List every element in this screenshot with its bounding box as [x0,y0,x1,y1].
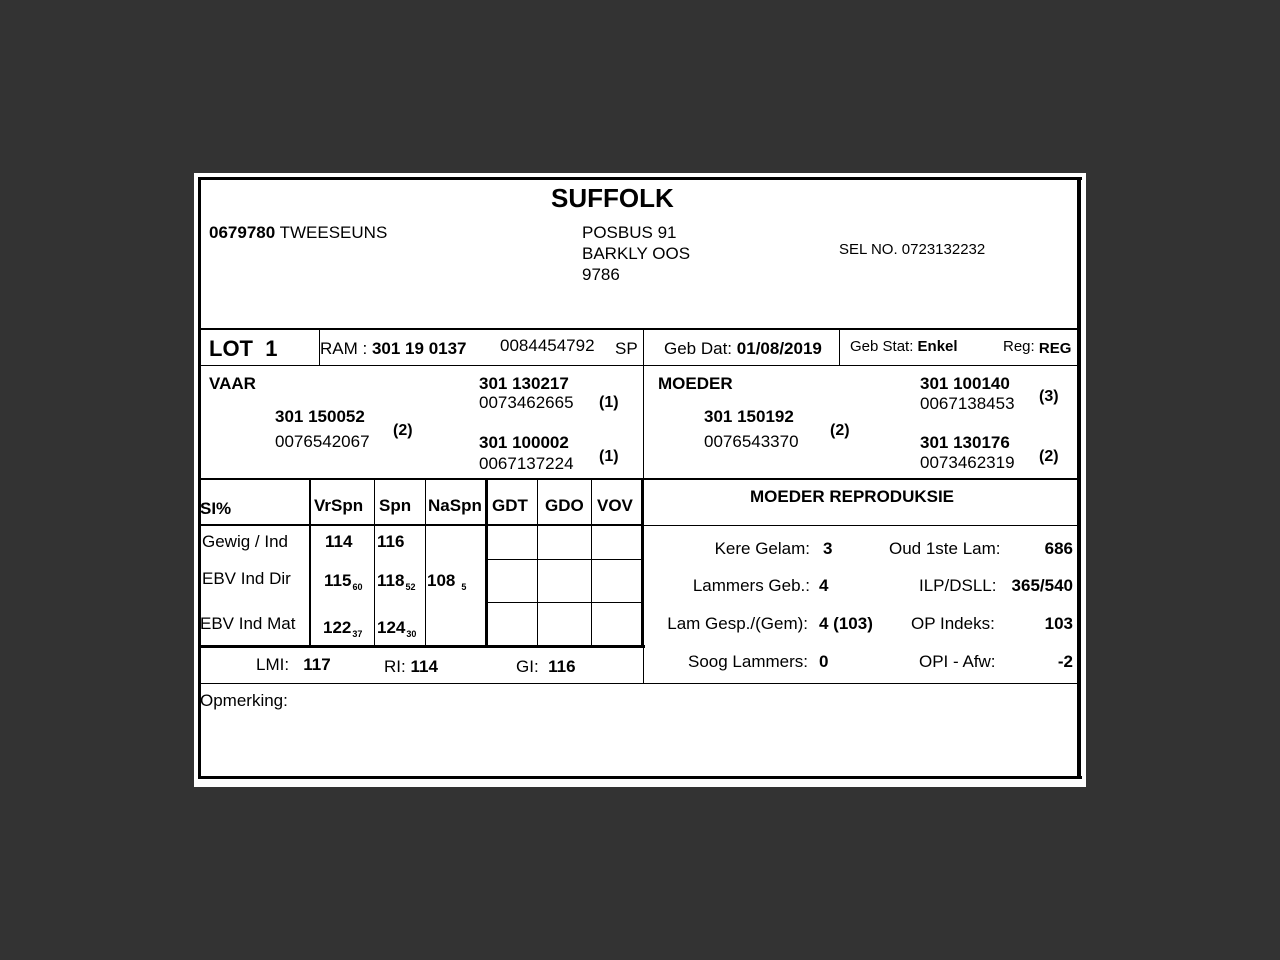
sire-sire-no: 0073462665 [479,393,574,412]
repro-right-label-4: OPI - Afw: [919,652,996,671]
ram-info [320,339,467,359]
address-line-1: POSBUS 91 [582,223,677,242]
ebv-mat-vrspn-value: 122 [323,618,352,637]
divider-lot-row [200,365,1078,366]
repro-right-value-3: 103 [1044,614,1073,633]
registration-label: Reg: [1003,338,1035,355]
ebv-dir-spn [377,571,415,591]
divider-v-stat [839,330,840,365]
ebv-mat-vrspn-acc: 37 [352,629,363,639]
repro-left-label-1: Kere Gelam: [714,539,810,558]
grid-left-v [309,480,311,645]
sire-no: 0076542067 [275,432,370,451]
sale-lot-card [194,173,1086,787]
grid-right-v [641,480,644,648]
owner [209,223,387,243]
sire-dam-count: (1) [599,448,619,465]
ebv-mat-naspn [428,618,429,638]
dam-dam-no: 0073462319 [920,453,1015,472]
dam-sire-no: 0067138453 [920,394,1015,413]
grid-col-gdt [485,480,488,645]
phone-number: SEL NO. 0723132232 [839,241,986,258]
sire-sire-id: 301 130217 [479,374,569,393]
ebv-mat-spn-acc: 30 [406,629,417,639]
repro-right-label-1: Oud 1ste Lam: [889,539,1001,558]
registration-value: REG [1038,340,1072,357]
repro-right-value-1: 686 [1044,539,1073,558]
repro-left-value-3: 4 (103) [819,614,873,633]
address-line-2: BARKLY OOS [582,244,691,263]
dam-sire-count: (3) [1039,388,1059,405]
ebv-dir-naspn-value: 108 [427,571,456,590]
birth-status-label: Geb Stat: [850,338,914,355]
ebv-dir-vrspn-value: 115 [324,571,352,590]
ebv-dir-spn-value: 118 [377,571,405,590]
sire-sire-count: (1) [599,394,619,411]
repro-left-value-2: 4 [819,576,829,595]
header-vrspn: VrSpn [314,496,364,515]
row-label-ebv-dir: EBV Ind Dir [202,569,291,588]
grid-row-1 [200,524,644,526]
ebv-dir-spn-acc: 52 [405,582,416,592]
birth-date-value: 01/08/2019 [736,339,822,358]
row-label-ebv-mat: EBV Ind Mat [200,614,296,633]
repro-right-value-4: -2 [1057,652,1073,671]
ebv-mat-spn-value: 124 [377,618,406,637]
ebv-dir-naspn-acc: 5 [461,582,467,592]
birth-status [850,338,958,355]
divider-repro-title [643,525,1078,526]
ram-label: RAM : [320,339,368,358]
dam-no: 0076543370 [704,432,799,451]
divider-indices [200,645,645,648]
header-si: SI% [200,499,232,518]
weight-spn [377,532,405,552]
repro-right-label-3: OP Indeks: [911,614,995,633]
breed-title: SUFFOLK [551,183,674,213]
weight-vrspn [325,532,353,552]
grid-col-spn [374,480,375,645]
row-label-weight: Gewig / Ind [202,532,288,551]
ebv-dir-naspn [427,571,466,591]
ebv-dir-vrspn [324,571,362,591]
ram-code: SP [615,339,638,358]
header-naspn: NaSpn [428,496,482,515]
ebv-mat-vrspn [323,618,362,638]
header-spn: Spn [379,496,412,515]
grid-col-naspn [425,480,426,645]
ram-reg-no: 0084454792 [500,336,595,355]
lmi-label: LMI: [256,655,290,674]
repro-left-value-1: 3 [823,539,833,558]
sire-dam-no: 0067137224 [479,454,574,473]
dam-dam-id: 301 130176 [920,433,1010,452]
ri-index [384,657,438,677]
divider-remarks [200,683,1078,684]
weight-vrspn-value: 114 [325,532,353,551]
birth-status-value: Enkel [917,338,958,355]
dam-sire-id: 301 100140 [920,374,1010,393]
dam-dam-count: (2) [1039,448,1059,465]
grid-row-2-right [486,559,643,560]
owner-name: TWEESEUNS [279,223,388,242]
sire-id: 301 150052 [275,407,365,426]
repro-left-label-2: Lammers Geb.: [692,576,810,595]
header-vov: VOV [597,496,633,515]
divider-header [200,328,1078,330]
remarks-label: Opmerking: [200,691,288,710]
repro-left-label-4: Soog Lammers: [688,652,808,671]
gi-value: 116 [548,657,576,676]
sire-count: (2) [393,422,413,439]
ebv-dir-vrspn-acc: 60 [352,582,363,592]
ram-id: 301 19 0137 [371,339,467,358]
repro-right-value-2: 365/540 [1011,576,1073,595]
ebv-mat-spn [377,618,416,638]
border-top [198,177,1082,180]
header-gdt: GDT [492,496,528,515]
birth-date [664,339,822,359]
grid-row-3-right [486,602,643,603]
birth-date-label: Geb Dat: [664,339,733,358]
dam-count: (2) [830,422,850,439]
repro-left-value-4: 0 [819,652,829,671]
lot-label: LOT [209,336,253,361]
gi-index [516,657,576,677]
grid-col-vov [591,480,592,645]
divider-pedigree [200,478,1078,480]
gi-label: GI: [516,657,539,676]
sire-dam-id: 301 100002 [479,433,569,452]
address-line-3: 9786 [582,265,620,284]
ri-label: RI: [384,657,406,676]
sire-label: VAAR [209,374,256,393]
repro-right-label-2: ILP/DSLL: [919,576,997,595]
weight-naspn [428,532,429,552]
weight-spn-value: 116 [377,532,405,551]
dam-label: MOEDER [658,374,733,393]
owner-id: 0679780 [209,223,276,242]
lmi-index [256,655,331,675]
registration [1003,338,1071,355]
reproduction-title: MOEDER REPRODUKSIE [750,487,955,506]
grid-col-gdo [537,480,538,645]
ri-value: 114 [410,657,438,676]
lot-value: 1 [265,336,278,361]
lmi-value: 117 [303,655,331,674]
lot-number [209,336,277,362]
header-gdo: GDO [545,496,584,515]
dam-id: 301 150192 [704,407,794,426]
border-bottom [198,776,1082,779]
repro-left-label-3: Lam Gesp./(Gem): [667,614,808,633]
